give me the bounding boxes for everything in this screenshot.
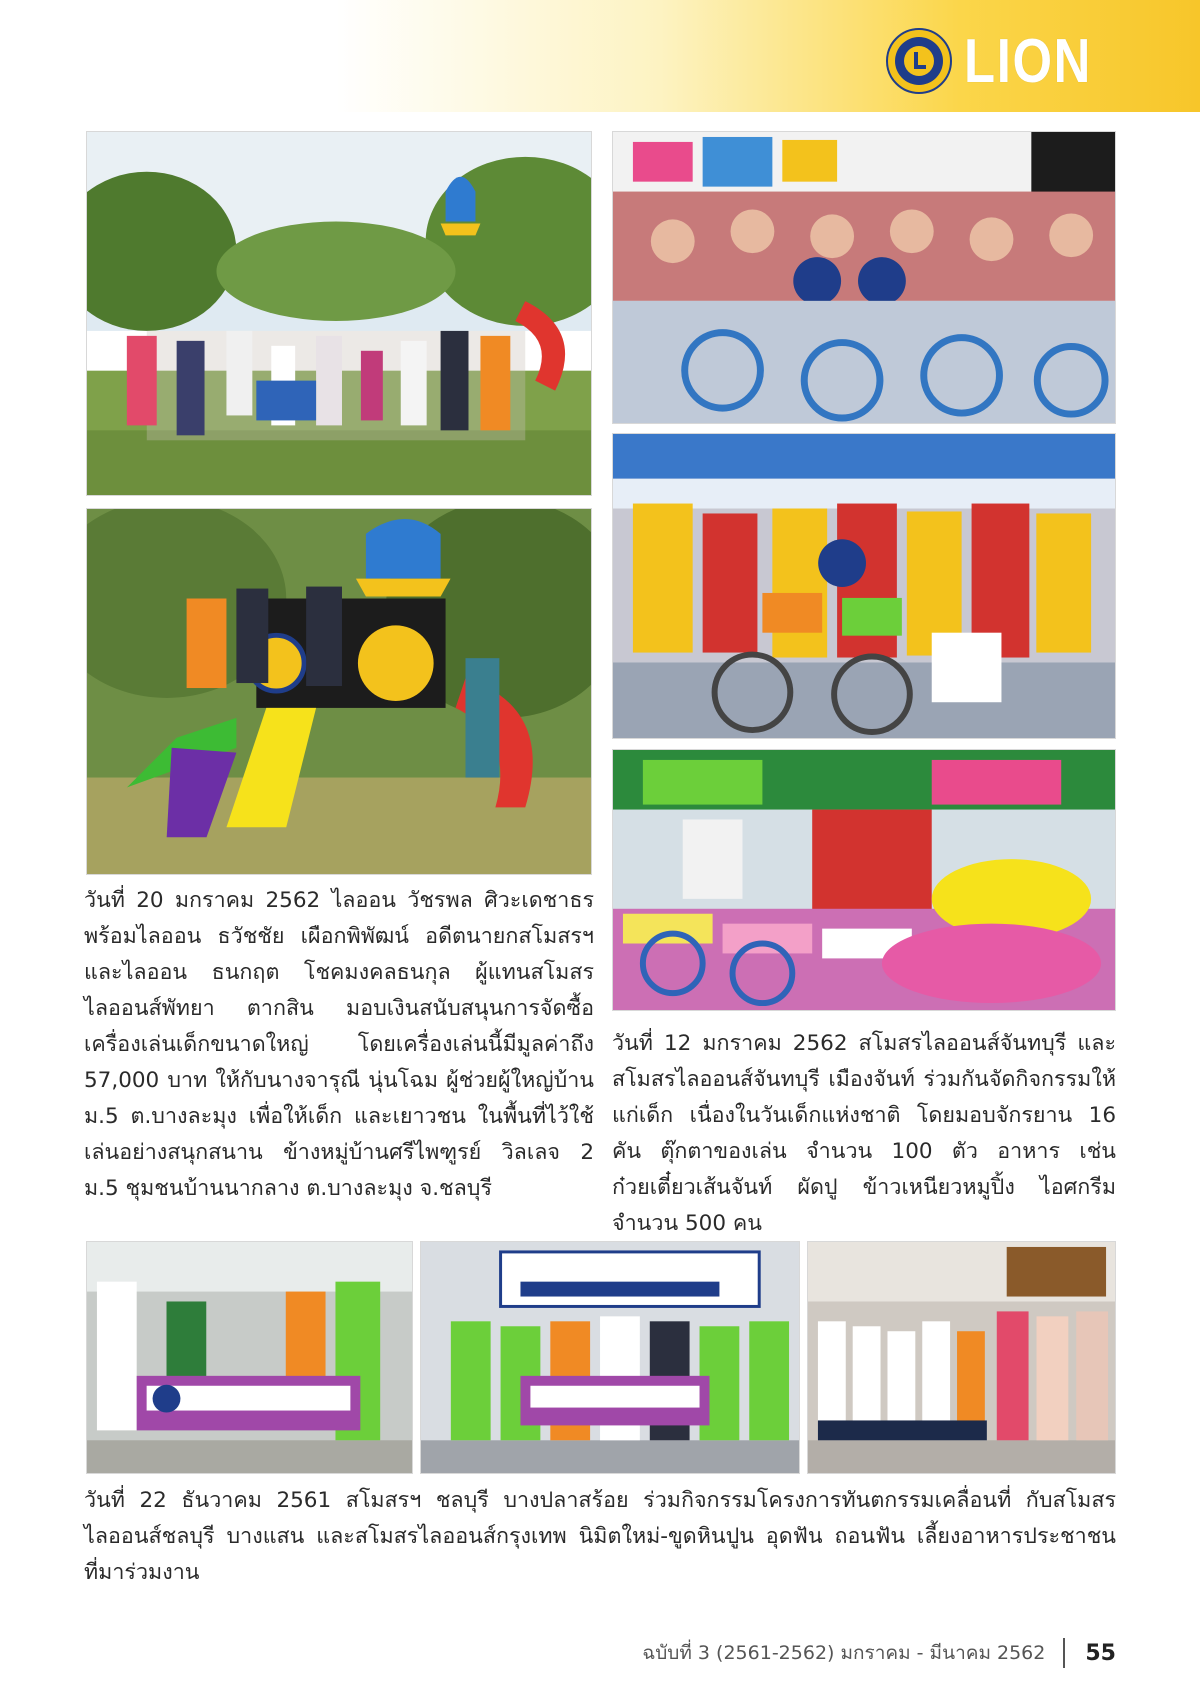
playground-slide-photo-icon bbox=[87, 509, 591, 874]
toys-display-photo-icon bbox=[613, 750, 1115, 1010]
page-number: 55 bbox=[1085, 1640, 1116, 1666]
photo-toys-display bbox=[612, 749, 1116, 1011]
caption-chanthaburi-childrens-day: วันที่ 12 มกราคม 2562 สโมสรไลออนส์จันทบุรี และสโมสรไลออนส์จันทบุรี เมืองจันท์ ร่วมกันจัดกิจกรรมให้แก่เด็ก เนื่องในวันเด็กแห่งชาติ โดยมอบจักรยาน 16 คัน ตุ๊กตาของเล่น จำนวน 100 ตัว อาหาร เช่น ก๋วยเตี๋ยวเส้นจันท์ ผัดปู ข้าวเหนียวหมูปิ้ง ไอศกรีม จำนวน 500 คน bbox=[612, 1031, 1116, 1236]
bicycle-crowd-photo-icon bbox=[613, 132, 1115, 423]
photo-bicycle-crowd bbox=[612, 131, 1116, 424]
photo-group-banner bbox=[420, 1241, 800, 1474]
photo-playground-group bbox=[86, 131, 592, 496]
photo-bicycle-stage bbox=[612, 433, 1116, 739]
playground-group-photo-icon bbox=[87, 132, 591, 495]
footer-divider bbox=[1063, 1638, 1065, 1668]
photo-students-line bbox=[807, 1241, 1116, 1474]
page-footer bbox=[642, 1636, 1116, 1670]
bicycle-stage-photo-icon bbox=[613, 434, 1115, 738]
brand-logo bbox=[886, 26, 1120, 96]
photo-dental-banner bbox=[86, 1241, 413, 1474]
photo-playground-slide bbox=[86, 508, 592, 875]
dental-banner-photo-icon bbox=[87, 1242, 412, 1473]
brand-title: LION bbox=[963, 26, 1092, 96]
group-banner-photo-icon bbox=[421, 1242, 799, 1473]
caption-pattaya-playground: วันที่ 20 มกราคม 2562 ไลออน วัชรพล ศิวะเดชาธร พร้อมไลออน ธวัชชัย เผือกพิพัฒน์ อดีตนายกสโมสรฯ และไลออน ธนกฤต โชคมงคลธนกุล ผู้แทนสโมสรไลออนส์พัทยา ตากสิน มอบเงินสนับสนุนการจัดซื้อเครื่องเล่นเด็กขนาดใหญ่ โดยเครื่องเล่นนี้มีมูลค่าถึง 57,000 บาท ให้กับนางจารุณี นุ่นโฉม ผู้ช่วยผู้ใหญ่บ้าน ม.5 ต.บางละมุง เพื่อให้เด็ก และเยาวชน ในพื้นที่ไว้ใช้เล่นอย่างสนุกสนาน ข้างหมู่บ้านศรีไพฑูรย์ วิลเลจ 2 ม.5 ชุมชนบ้านนากลาง ต.บางละมุง จ.ชลบุรี bbox=[84, 888, 594, 1201]
issue-info: ฉบับที่ 3 (2561-2562) มกราคม - มีนาคม 2562 bbox=[642, 1642, 1046, 1664]
caption-chonburi-dental: วันที่ 22 ธันวาคม 2561 สโมสรฯ ชลบุรี บางปลาสร้อย ร่วมกิจกรรมโครงการทันตกรรมเคลื่อนที่ กับสโมสรไลออนส์ชลบุรี บางแสน และสโมสรไลออนส์กรุงเทพ นิมิตใหม่-ขูดหินปูน อุดฟัน ถอนฟัน เลี้ยงอาหารประชาชนที่มาร่วมงาน bbox=[84, 1488, 1116, 1585]
lions-international-emblem-icon bbox=[886, 28, 952, 94]
students-line-photo-icon bbox=[808, 1242, 1115, 1473]
